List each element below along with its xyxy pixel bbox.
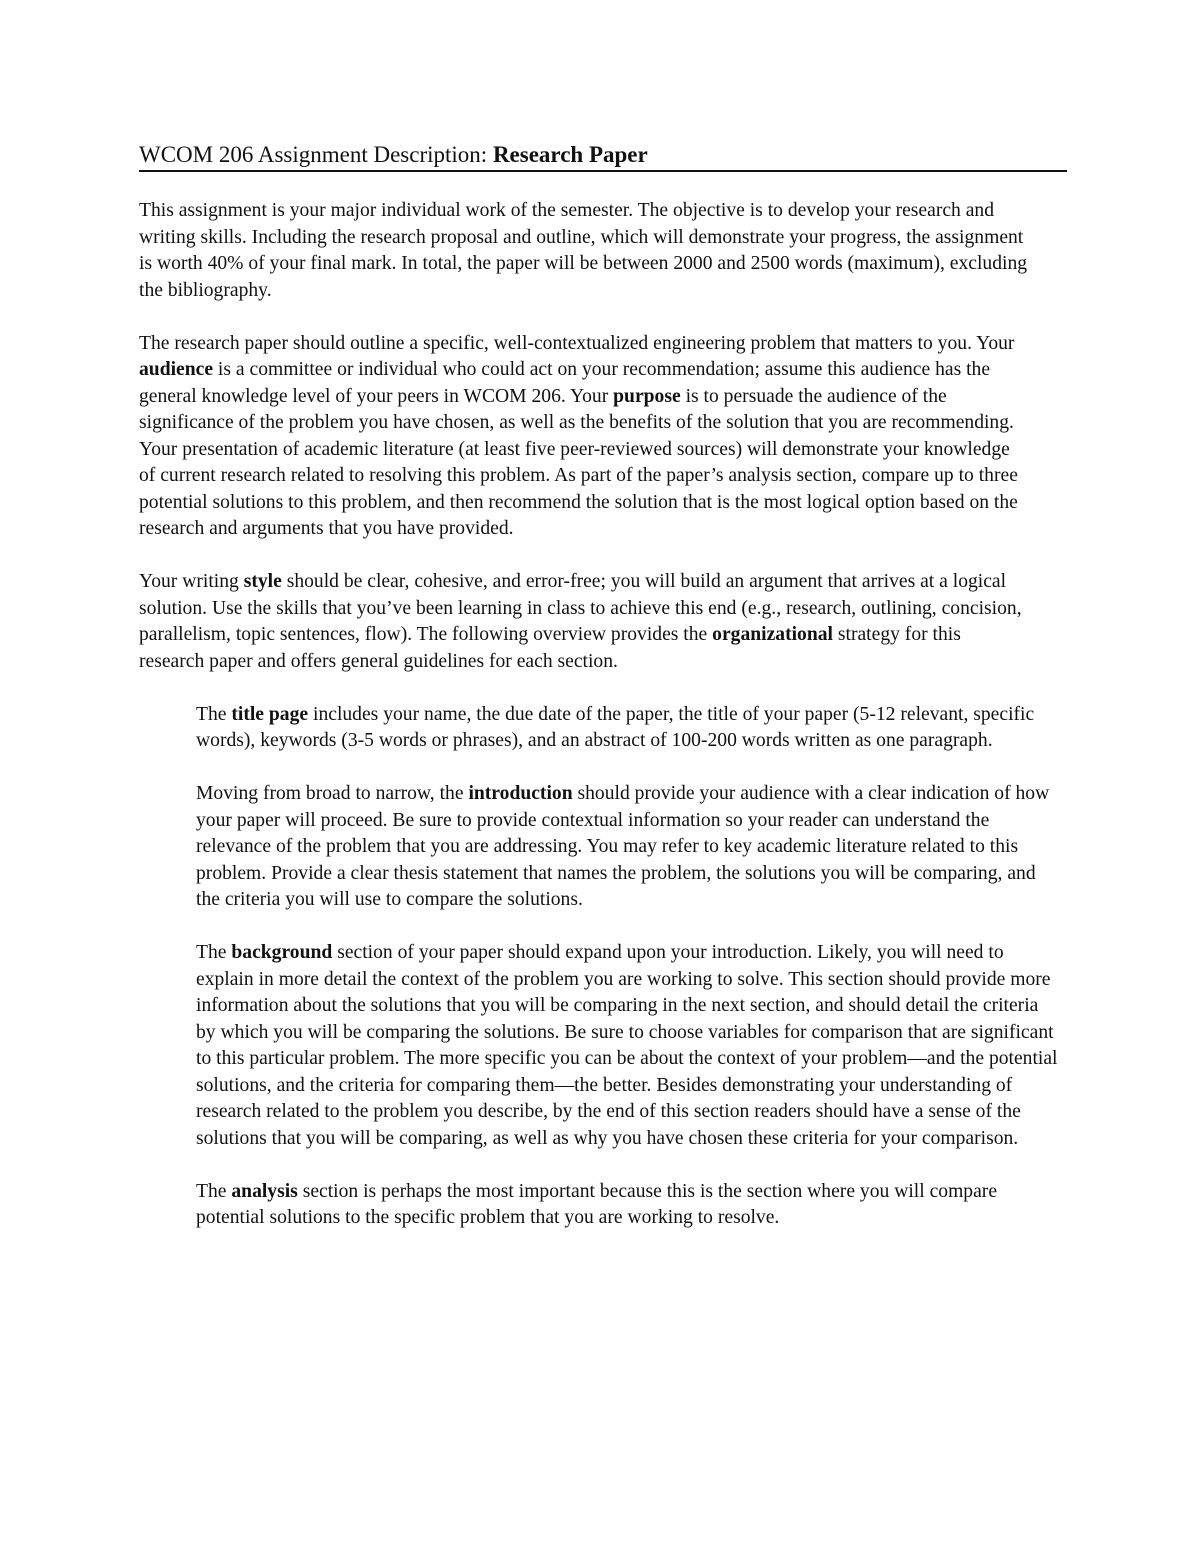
text-run: should provide your audience with a clear indication of how your paper will proceed. Be sure to provide contextual information so your reader can understand the relevance of the problem that you are addressing. You may refer to key academic literature related to this problem. Provide a clear thesis statement that names the problem, the solutions you will be comparing, and the criteria you will use to compare the solutions. [196,783,1050,910]
paragraph-background [196,940,1062,1152]
text-run: The research paper should outline a specific, well-contextualized engineering problem that matters to you. Your [139,332,1015,354]
keyword-style: style [243,571,282,592]
text-run: The [196,942,232,963]
keyword-purpose: purpose [613,385,681,407]
text-run: Moving from broad to narrow, the [196,783,469,804]
text-run: The [196,703,232,725]
text-run: should be clear, cohesive, and error-free; you will build an argument that arrives at a logical solution. Use the skills that you’ve been learning in class to achieve this end (e.g., research, outlining, concision, parallelism, topic sentences, flow). The following overview provides the [139,571,1022,645]
keyword-title-page: title page [231,703,309,725]
title-bold: Research Paper [492,142,648,167]
text-run: The [196,1180,232,1202]
keyword-background: background [231,942,333,963]
text-run: is to persuade the audience of the significance of the problem you have chosen, as well as the benefits of the solution that you are recommending. Your presentation of academic literature (at least five peer-reviewed sources) will demonstrate your knowledge of current research related to resolving this problem. As part of the paper’s analysis section, compare up to three potential solutions to this problem, and then recommend the solution that is the most logical option based on the research and arguments that you have provided. [139,385,1018,539]
text-run: includes your name, the due date of the paper, the title of your paper (5-12 relevant, specific words), keywords (3-5 words or phrases), and an abstract of 100-200 words written as one paragraph. [196,703,1035,751]
document-title [139,140,1067,172]
keyword-organizational: organizational [712,624,833,645]
paragraph-style [139,569,1029,675]
paragraph-intro: This assignment is your major individual work of the semester. The objective is to develop your research and writing skills. Including the research proposal and outline, which will demonstrate your progress, the assignment is worth 40% of your final mark. In total, the paper will be between 2000 and 2500 words (maximum), excluding the bibliography. [139,200,1028,301]
text-run: is a committee or individual who could act on your recommendation; assume this audience has the general knowledge level of your peers in WCOM 206. Your [139,359,991,407]
keyword-introduction: introduction [468,783,573,804]
title-prefix: WCOM 206 Assignment Description: [139,142,493,167]
paragraph-analysis [196,1179,1062,1232]
document-page [139,140,1067,1258]
text-run: Your writing [139,571,244,592]
text-run: section is perhaps the most important because this is the section where you will compare potential solutions to the specific problem that you are working to resolve. [196,1180,998,1228]
paragraph-research-paper [139,331,1029,543]
paragraph-title-page [196,702,1062,755]
text-run: section of your paper should expand upon your introduction. Likely, you will need to explain in more detail the context of the problem you are working to solve. This section should provide more information about the solutions that you will be comparing in the next section, and should detail the criteria by which you will be comparing the solutions. Be sure to choose variables for comparison that are significant to this particular problem. The more specific you can be about the context of your problem—and the potential solutions, and the criteria for comparing them—the better. Besides demonstrating your understanding of research related to the problem you describe, by the end of this section readers should have a sense of the solutions that you will be comparing, as well as why you have chosen these criteria for your comparison. [196,942,1058,1149]
text-run: strategy for this research paper and offers general guidelines for each section. [139,624,961,672]
paragraph-introduction [196,781,1062,914]
keyword-analysis: analysis [231,1180,298,1202]
keyword-audience: audience [139,359,214,380]
